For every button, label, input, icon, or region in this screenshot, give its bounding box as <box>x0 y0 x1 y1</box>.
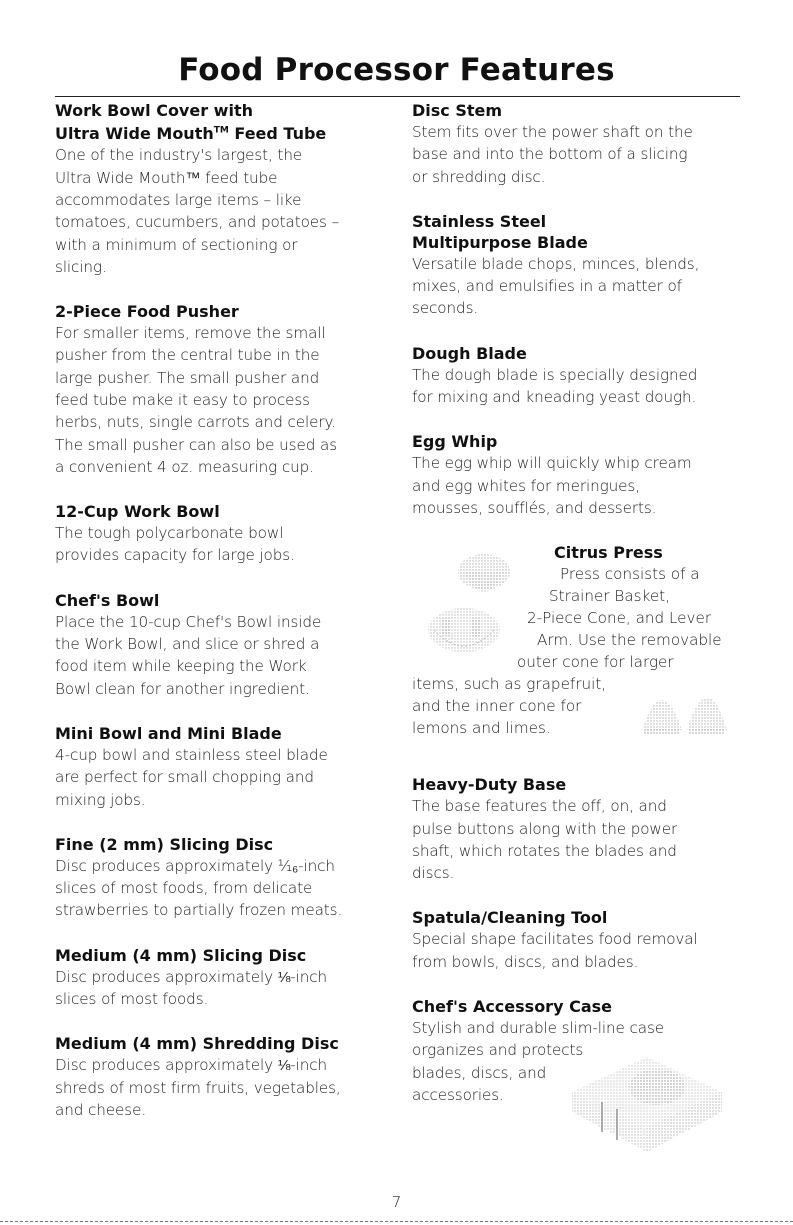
feature-heading: Fine (2 mm) Slicing Disc <box>55 834 274 854</box>
feature-multipurpose-blade <box>412 211 747 320</box>
title-rule <box>55 96 740 97</box>
feature-disc-stem <box>412 100 747 188</box>
feature-chefs-bowl <box>55 590 390 700</box>
feature-body: Special shape facilitates food removal from bowls, discs, and blades. <box>412 930 698 971</box>
feature-spatula <box>412 907 747 973</box>
heading-line: Ultra Wide Mouth™ Feed Tube <box>55 124 327 144</box>
feature-medium-slicing-disc <box>55 945 390 1011</box>
citrus-text-line: 2-Piece Cone, and Lever <box>527 609 712 628</box>
citrus-text-line: lemons and limes. <box>412 719 551 738</box>
feature-body: The tough polycarbonate bowl provides capacity for large jobs. <box>55 524 295 565</box>
feature-body: Disc produces approximately ¹⁄₁₆-inch slices of most foods, from delicate strawberries to partially frozen meats. <box>55 856 343 920</box>
feature-heading: Citrus Press <box>554 543 663 563</box>
feature-heading <box>55 100 390 144</box>
feature-body: One of the industry's largest, the Ultra Wide Mouth™ feed tube accommodates large items – like tomatoes, cucumbers, and potatoes – with a minimum of sectioning or slicing. <box>55 146 340 276</box>
heading-line: Work Bowl Cover with <box>55 101 253 120</box>
accessory-case-illustration <box>562 1032 732 1172</box>
case-text-line: Stylish and durable slim-line case <box>412 1019 665 1038</box>
right-column <box>412 100 747 1169</box>
bottom-border <box>0 1221 793 1222</box>
feature-heading: Dough Blade <box>412 343 527 363</box>
page-title: Food Processor Features <box>178 52 615 88</box>
feature-heading: Heavy-Duty Base <box>412 775 567 795</box>
feature-body: Versatile blade chops, minces, blends, mixes, and emulsifies in a matter of seconds. <box>412 254 700 318</box>
feature-work-bowl <box>55 501 390 567</box>
feature-body: The egg whip will quickly whip cream and egg whites for meringues, mousses, soufflés, and desserts. <box>412 454 692 517</box>
feature-mini-bowl <box>55 723 390 811</box>
feature-body: The base features the off, on, and pulse buttons along with the power shaft, which rotates the blades and discs. <box>412 797 678 883</box>
feature-heading: Egg Whip <box>412 432 498 452</box>
citrus-text-line: and the inner cone for <box>412 697 582 716</box>
citrus-cones-illustration <box>632 660 742 740</box>
feature-body: The dough blade is specially designed for mixing and kneading yeast dough. <box>412 365 698 407</box>
citrus-text-line: items, such as grapefruit, <box>412 675 607 694</box>
feature-body: Disc produces approximately ⅛-inch shreds of most firm fruits, vegetables, and cheese. <box>55 1056 341 1119</box>
feature-heading: Chef's Accessory Case <box>412 997 612 1017</box>
feature-food-pusher <box>55 301 390 478</box>
feature-body: 4-cup bowl and stainless steel blade are perfect for small chopping and mixing jobs. <box>55 745 328 809</box>
citrus-text-line: Arm. Use the removable <box>537 631 722 650</box>
feature-dough-blade <box>412 343 747 409</box>
feature-heading: Medium (4 mm) Slicing Disc <box>55 945 307 965</box>
feature-heading: Disc Stem <box>412 101 503 120</box>
feature-heading: Spatula/Cleaning Tool <box>412 908 608 928</box>
page-number: 7 <box>391 1193 402 1211</box>
feature-egg-whip <box>412 431 747 519</box>
feature-heavy-duty-base <box>412 774 747 884</box>
feature-medium-shredding-disc <box>55 1033 390 1121</box>
citrus-text-line: outer cone for larger <box>517 653 674 672</box>
feature-citrus-press <box>412 542 747 764</box>
feature-heading: Stainless Steel Multipurpose Blade <box>412 211 588 252</box>
feature-body: Stem fits over the power shaft on the base and into the bottom of a slicing or shredding disc. <box>412 123 693 186</box>
feature-body: For smaller items, remove the small pusher from the central tube in the large pusher. The small pusher and feed tube make it easy to process herbs, nuts, single carrots and celery. The small pusher can also be used as a convenient 4 oz. measuring cup. <box>55 324 338 476</box>
feature-heading: Mini Bowl and Mini Blade <box>55 723 282 743</box>
case-text-line: accessories. <box>412 1085 504 1104</box>
feature-body: Place the 10-cup Chef's Bowl inside the Work Bowl, and slice or shred a food item while keeping the Work Bowl clean for another ingredient. <box>55 612 322 698</box>
feature-accessory-case <box>412 996 747 1146</box>
feature-heading: Chef's Bowl <box>55 590 160 610</box>
citrus-text-line: Press consists of a <box>560 565 700 584</box>
feature-work-bowl-cover <box>55 100 390 278</box>
feature-heading: 2-Piece Food Pusher <box>55 302 239 322</box>
feature-fine-slicing-disc <box>55 834 390 922</box>
feature-body: Disc produces approximately ⅛-inch slices of most foods. <box>55 967 328 1009</box>
feature-heading: Medium (4 mm) Shredding Disc <box>55 1034 339 1054</box>
citrus-text-line: Strainer Basket, <box>549 587 670 606</box>
feature-heading: 12-Cup Work Bowl <box>55 502 220 522</box>
case-text-line: organizes and protects <box>412 1041 584 1060</box>
left-column <box>55 100 390 1144</box>
case-text-line: blades, discs, and <box>412 1063 547 1082</box>
